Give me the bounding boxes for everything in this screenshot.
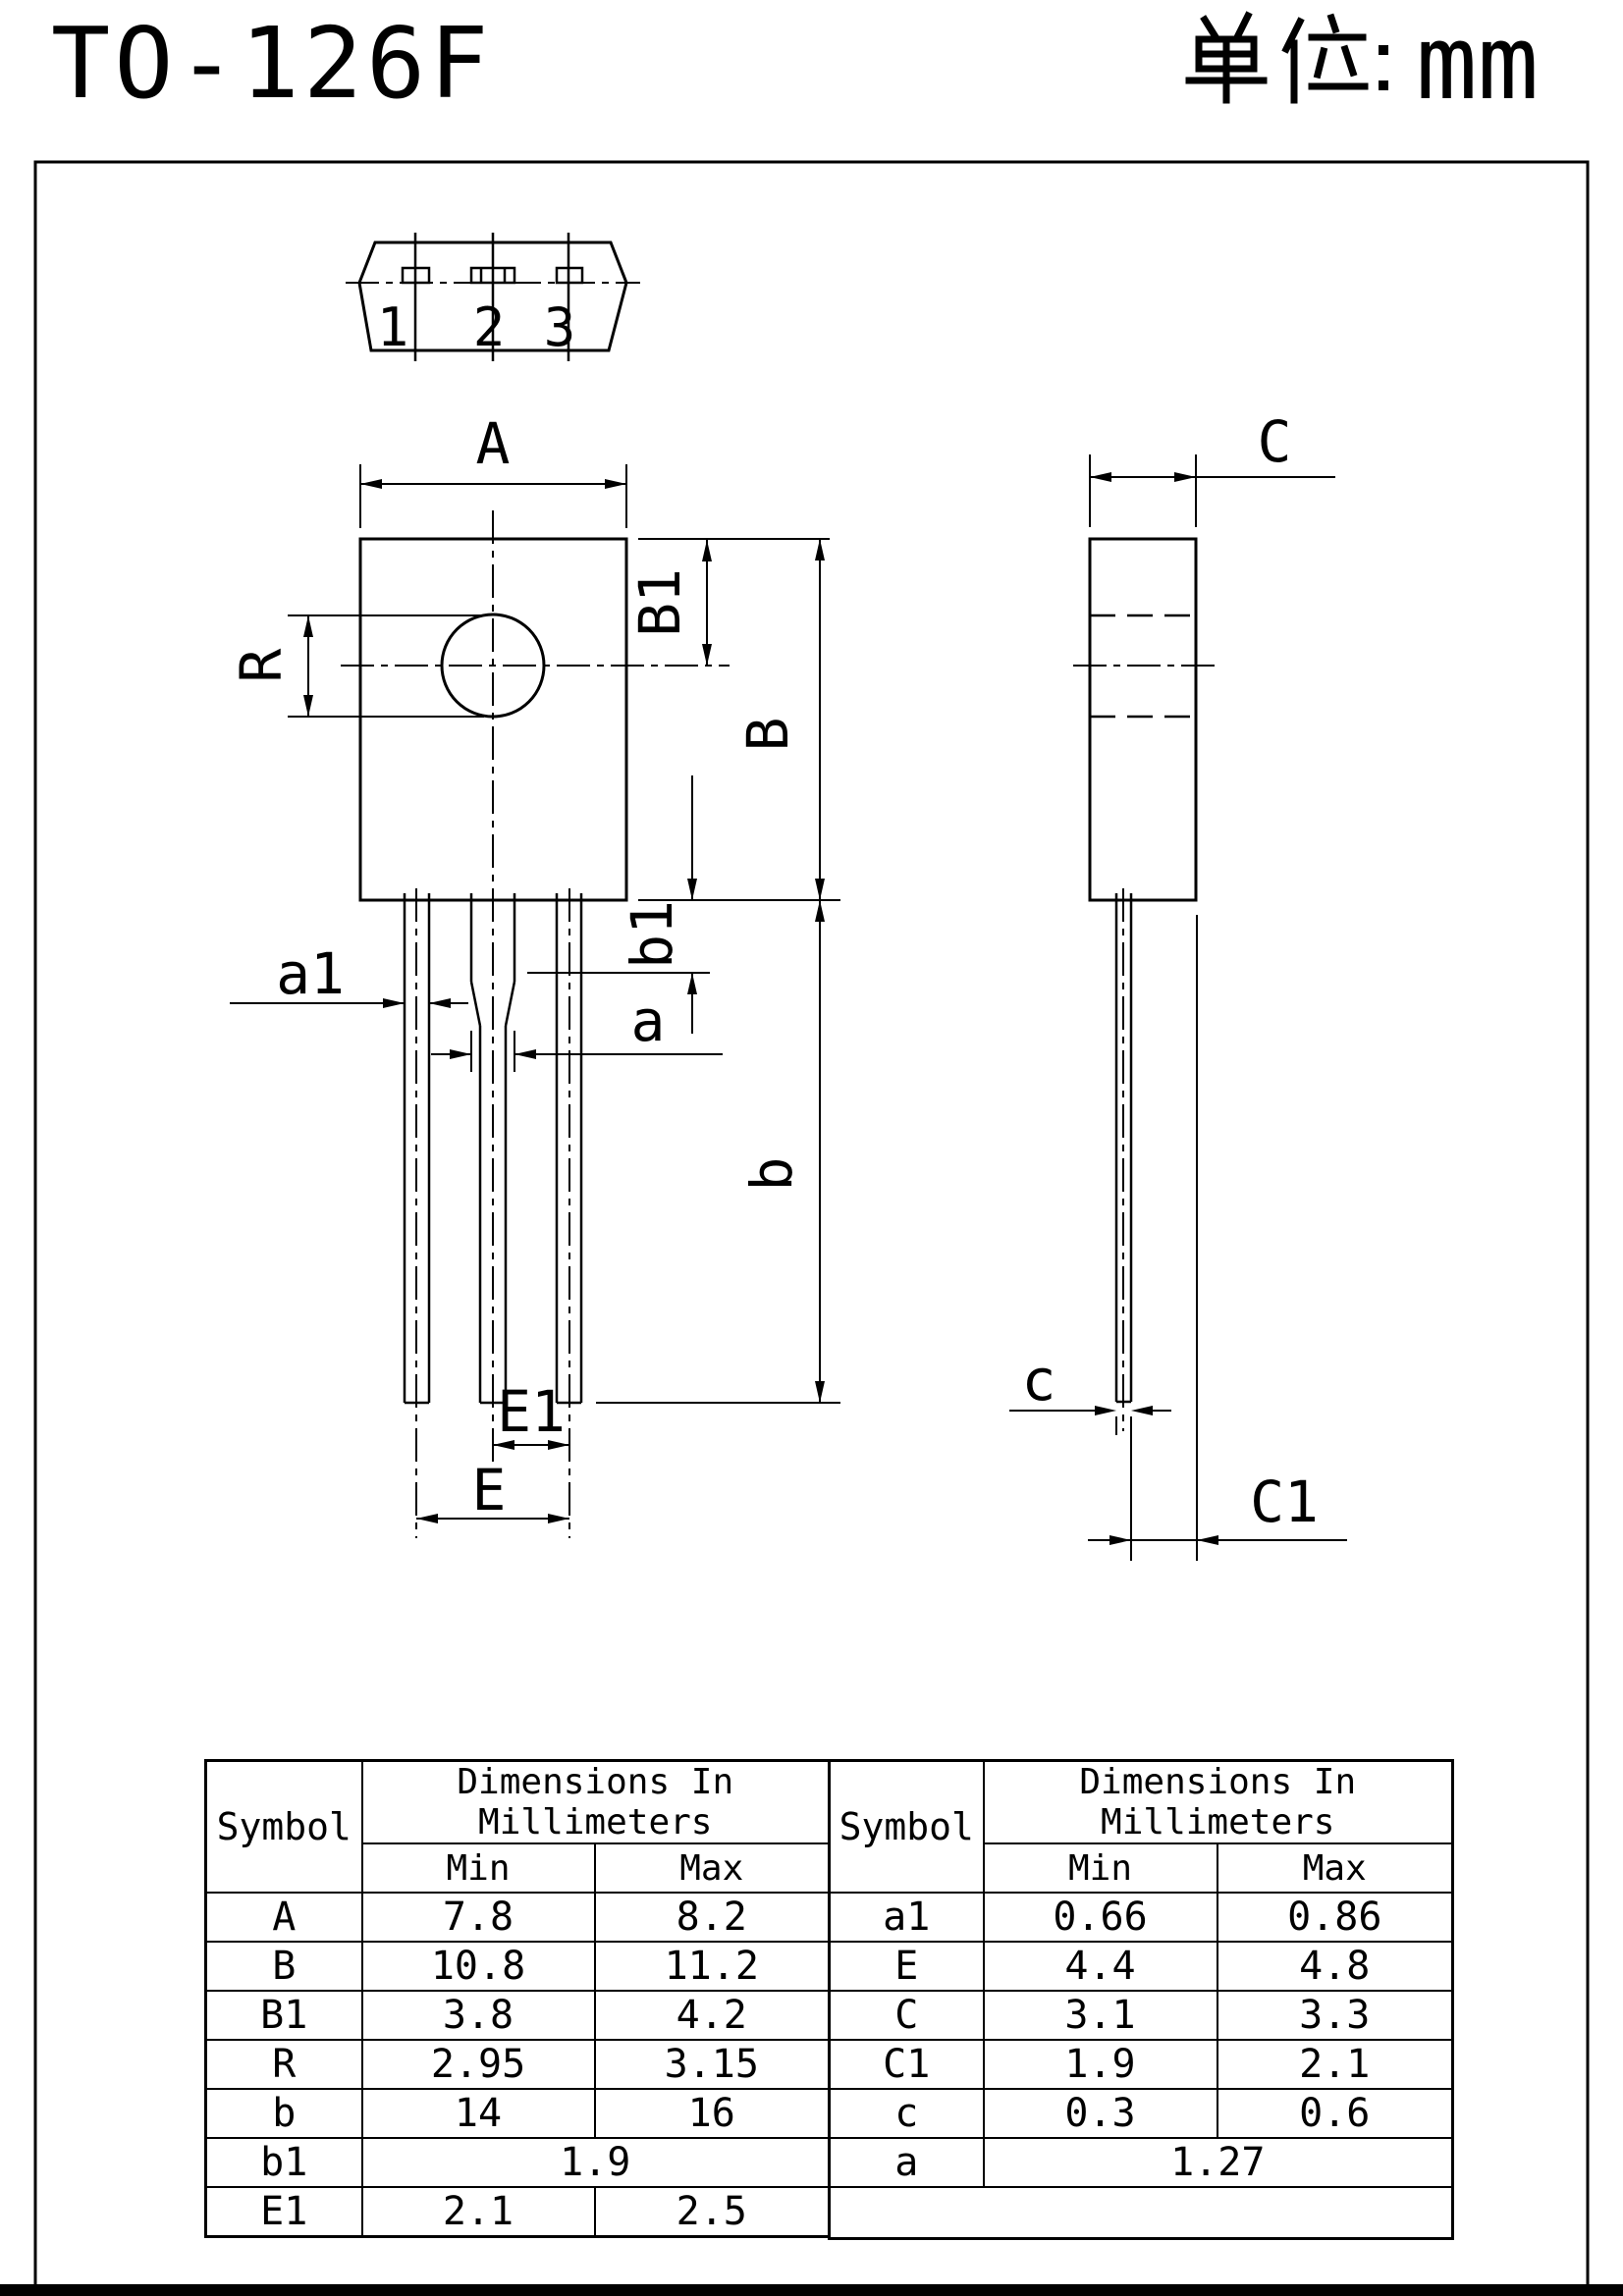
dim-label-C1: C1 xyxy=(1250,1468,1319,1535)
cell-min: 14 xyxy=(362,2089,595,2138)
front-view xyxy=(228,410,840,1538)
table-row xyxy=(206,2040,830,2089)
dim-label-R: R xyxy=(228,648,295,683)
cell-symbol: A xyxy=(206,1893,362,1942)
cell-symbol: C1 xyxy=(830,2040,984,2089)
cell-max: 3.3 xyxy=(1217,1991,1453,2040)
dim-E1 xyxy=(493,1378,569,1450)
top-view xyxy=(346,233,640,361)
cell-max: 4.8 xyxy=(1217,1942,1453,1991)
cell-min: 2.95 xyxy=(362,2040,595,2089)
cell-empty xyxy=(830,2187,1453,2238)
dim-B xyxy=(734,539,825,900)
dim-label-c: c xyxy=(1021,1347,1056,1414)
dim-label-a: a xyxy=(630,988,666,1054)
table-row xyxy=(830,2040,1453,2089)
cell-symbol: C xyxy=(830,1991,984,2040)
cell-max: 16 xyxy=(595,2089,830,2138)
dim-label-b1: b1 xyxy=(619,900,685,969)
cell-min: 0.3 xyxy=(984,2089,1217,2138)
cell-symbol: E1 xyxy=(206,2187,362,2236)
dim-label-B1: B1 xyxy=(626,568,693,637)
col-header-min: Min xyxy=(362,1843,595,1893)
cell-min: 2.1 xyxy=(362,2187,595,2236)
col-header-symbol: Symbol xyxy=(830,1761,984,1894)
cell-max: 11.2 xyxy=(595,1942,830,1991)
cell-symbol: B xyxy=(206,1942,362,1991)
table-row xyxy=(830,1942,1453,1991)
dim-label-B: B xyxy=(734,717,801,752)
cell-symbol: b1 xyxy=(206,2138,362,2187)
col-header-dimensions: Dimensions In Millimeters xyxy=(362,1761,830,1844)
cell-max: 2.5 xyxy=(595,2187,830,2236)
cell-max: 8.2 xyxy=(595,1893,830,1942)
dim-a1 xyxy=(230,940,468,1008)
cell-min: 4.4 xyxy=(984,1942,1217,1991)
table-row xyxy=(830,2187,1453,2238)
dim-b xyxy=(596,900,840,1403)
page-bottom-edge xyxy=(0,2284,1623,2296)
dim-label-E: E xyxy=(471,1457,507,1523)
cell-max: 3.15 xyxy=(595,2040,830,2089)
table-row xyxy=(206,2089,830,2138)
table-row xyxy=(206,1893,830,1942)
cell-max: 2.1 xyxy=(1217,2040,1453,2089)
unit-cjk-glyphs xyxy=(1189,16,1388,100)
dim-E xyxy=(416,1457,569,1523)
table-row xyxy=(206,2187,830,2236)
cell-min: 3.8 xyxy=(362,1991,595,2040)
page-title: TO-126F xyxy=(51,6,493,121)
table-row xyxy=(830,1991,1453,2040)
pin2-label: 2 xyxy=(472,296,506,358)
cell-symbol: B1 xyxy=(206,1991,362,2040)
cell-symbol: R xyxy=(206,2040,362,2089)
dim-C1 xyxy=(1088,915,1347,1561)
cell-min: 1.9 xyxy=(984,2040,1217,2089)
pin1-label: 1 xyxy=(376,296,409,358)
cell-symbol: a xyxy=(830,2138,984,2187)
table-row xyxy=(830,2138,1453,2187)
table-row xyxy=(206,1942,830,1991)
table-row xyxy=(206,2138,830,2187)
cell-min: 7.8 xyxy=(362,1893,595,1942)
cell-max: 0.6 xyxy=(1217,2089,1453,2138)
cell-symbol: a1 xyxy=(830,1893,984,1942)
pin3-label: 3 xyxy=(543,296,576,358)
table-row xyxy=(830,2089,1453,2138)
cell-max: 0.86 xyxy=(1217,1893,1453,1942)
col-header-dimensions: Dimensions In Millimeters xyxy=(984,1761,1453,1844)
dim-B1 xyxy=(626,540,712,666)
cell-min: 3.1 xyxy=(984,1991,1217,2040)
dim-label-E1: E1 xyxy=(497,1378,566,1445)
cell-symbol: E xyxy=(830,1942,984,1991)
cell-merged-value: 1.9 xyxy=(362,2138,830,2187)
cell-symbol: b xyxy=(206,2089,362,2138)
col-header-min: Min xyxy=(984,1843,1217,1893)
side-view xyxy=(1009,408,1347,1561)
cell-max: 4.2 xyxy=(595,1991,830,2040)
unit-mm-text: mm xyxy=(1416,3,1540,123)
dim-C xyxy=(1090,408,1335,527)
cell-merged-value: 1.27 xyxy=(984,2138,1453,2187)
cell-symbol: c xyxy=(830,2089,984,2138)
dim-label-b: b xyxy=(738,1156,805,1192)
dim-label-C: C xyxy=(1257,408,1292,475)
unit-label xyxy=(1189,3,1539,123)
dim-label-a1: a1 xyxy=(276,940,345,1007)
col-header-symbol: Symbol xyxy=(206,1761,362,1894)
dim-label-A: A xyxy=(475,410,511,477)
col-header-max: Max xyxy=(1217,1843,1453,1893)
table-row xyxy=(206,1991,830,2040)
dim-b1 xyxy=(527,775,710,1034)
table-row xyxy=(830,1893,1453,1942)
dimension-table-right xyxy=(828,1759,1454,2240)
dimension-table-left xyxy=(204,1759,831,2238)
dim-c xyxy=(1009,1347,1171,1435)
col-header-max: Max xyxy=(595,1843,830,1893)
cell-min: 0.66 xyxy=(984,1893,1217,1942)
cell-min: 10.8 xyxy=(362,1942,595,1991)
package-side-body xyxy=(1090,539,1196,900)
